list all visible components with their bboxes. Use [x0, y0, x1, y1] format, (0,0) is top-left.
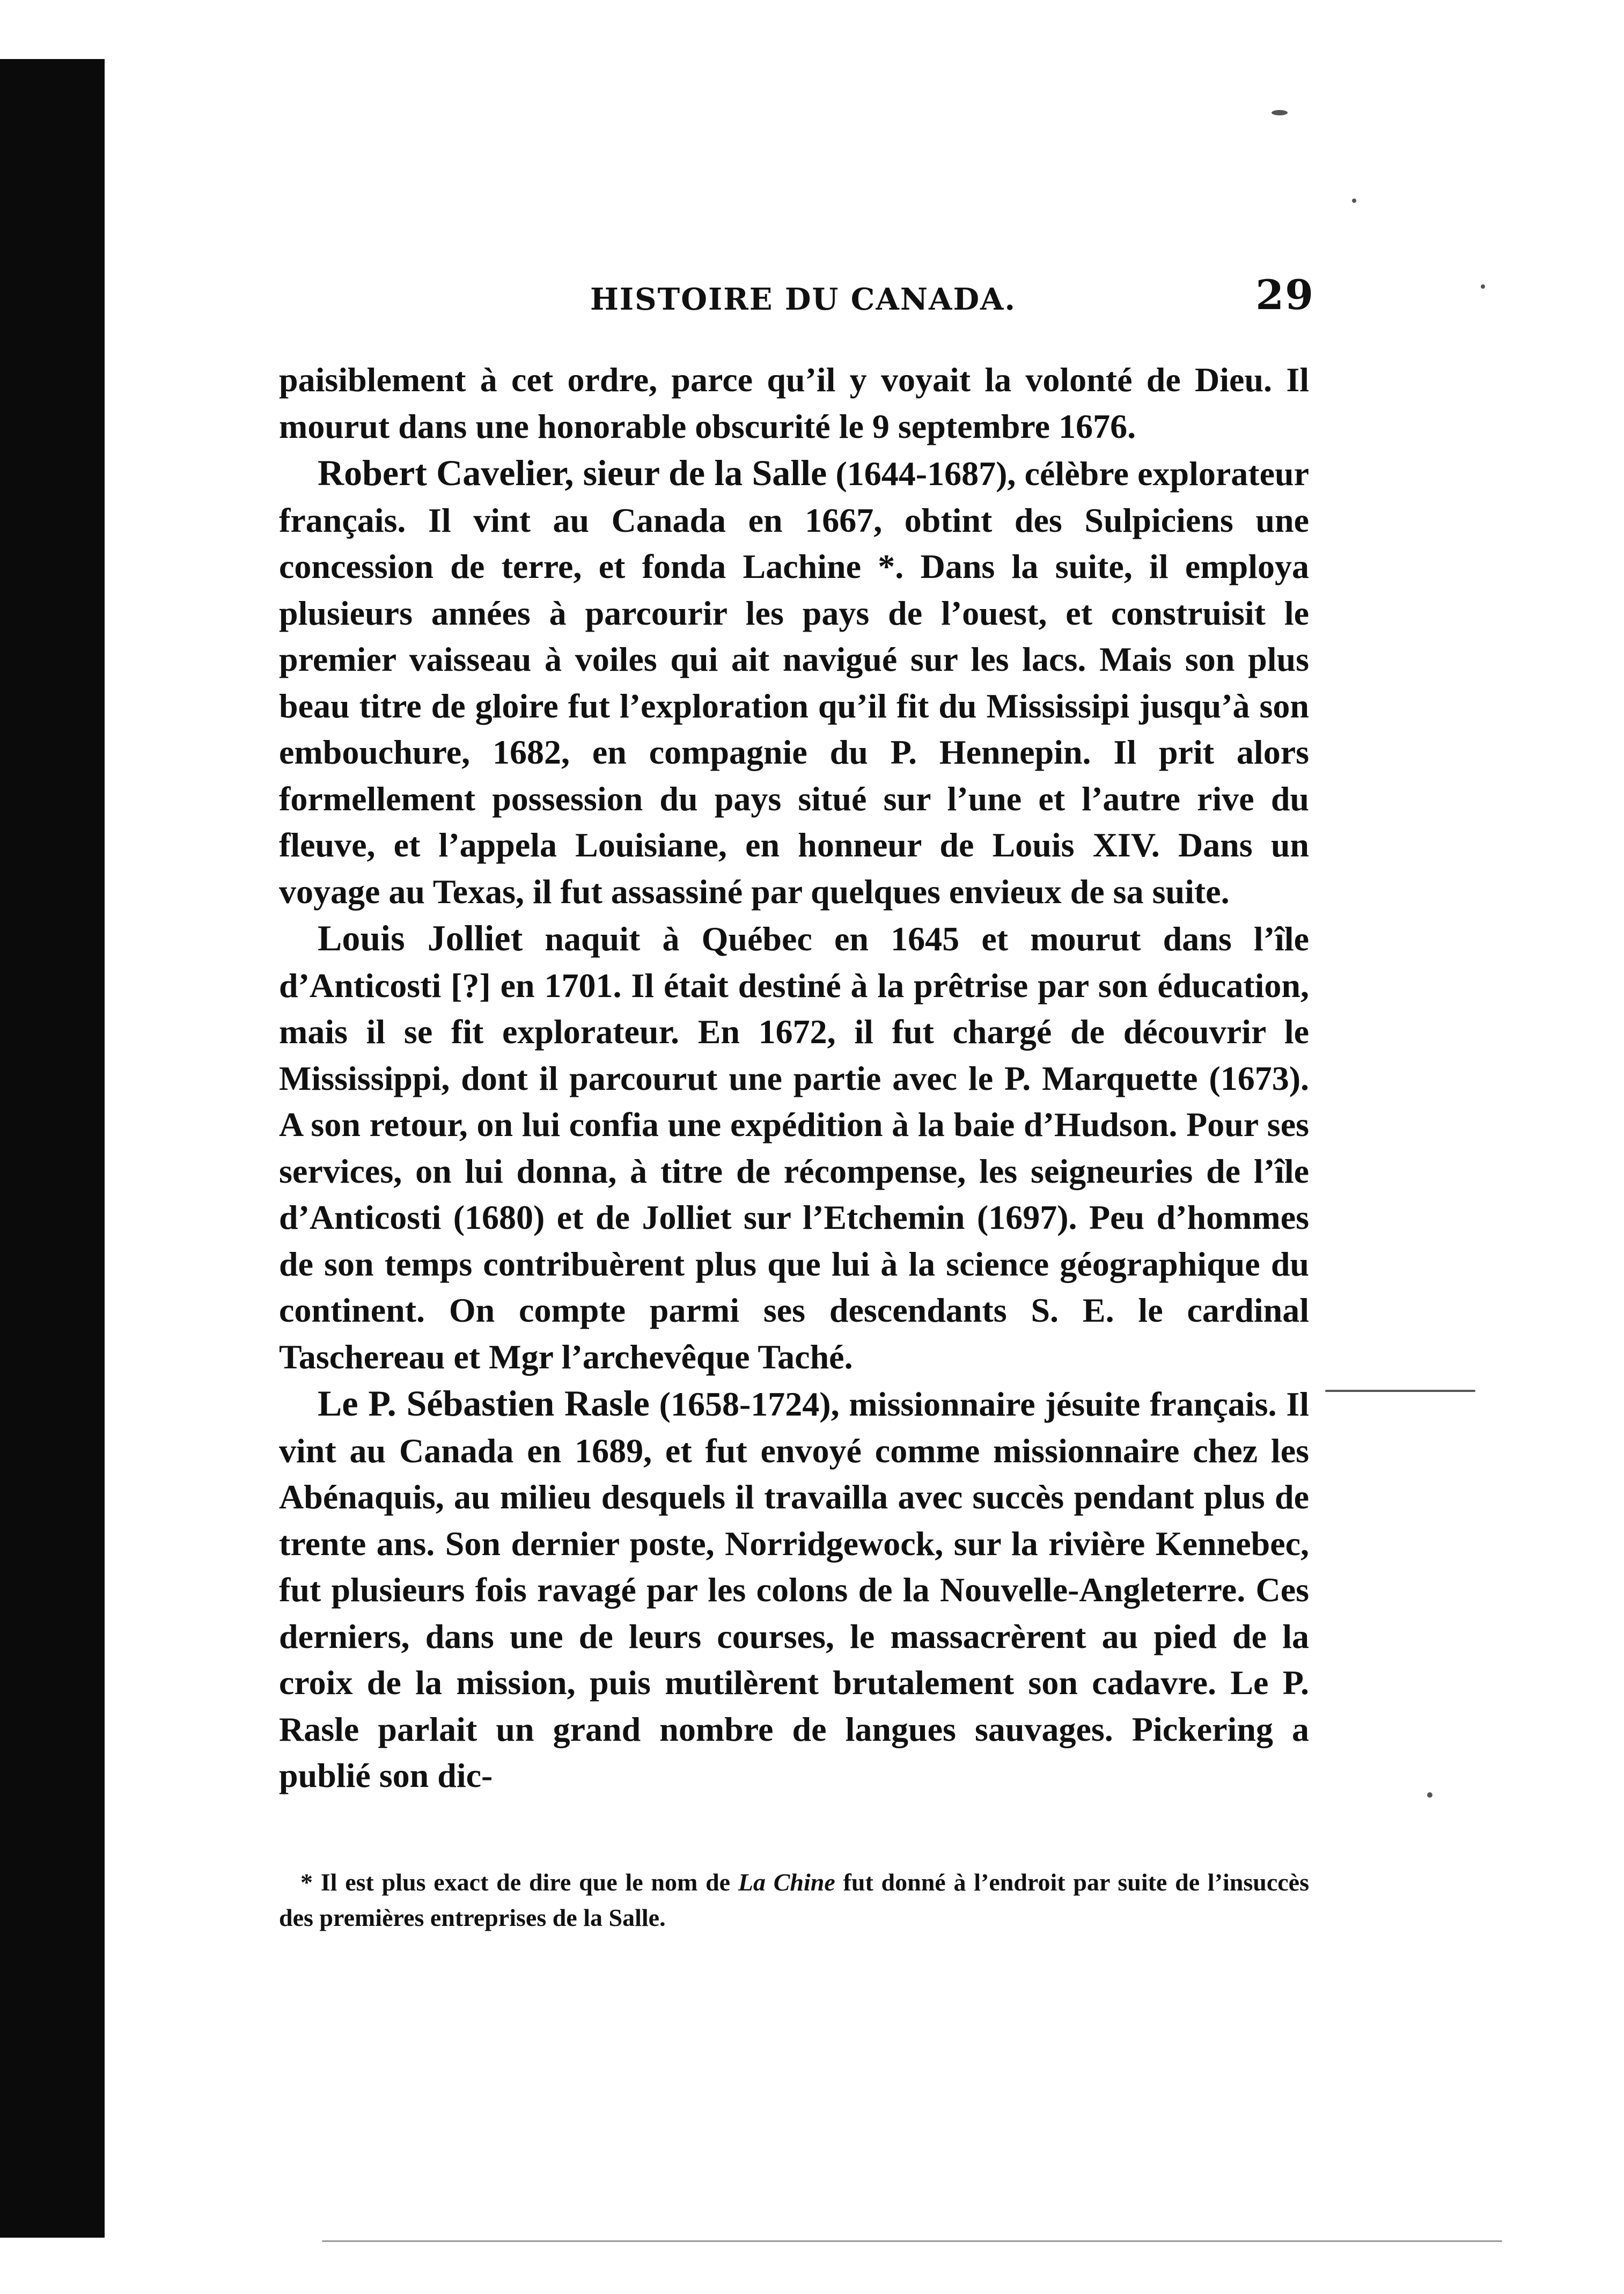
- paragraph-rasle-lead: Le P. Sébastien Rasle: [318, 1383, 650, 1424]
- scan-speck: [322, 2240, 1502, 2242]
- paragraph-la-salle: [279, 450, 1309, 915]
- paragraph-rasle: [279, 1380, 1309, 1799]
- footnote-before: * Il est plus exact de dire que le nom de: [300, 1868, 738, 1896]
- paragraph-jolliet: [279, 915, 1309, 1380]
- paragraph-jolliet-text: naquit à Québec en 1645 et mourut dans l’île d’Anticosti [?] en 1701. Il était destiné à la prêtrise par son éducation, mais il se fit explorateur. En 1672, il fut chargé de découvrir le Mississippi, dont il parcourut une partie avec le P. Marquette (1673). A son retour, on lui confia une expédition à la baie d’Hudson. Pour ses services, on lui donna, à titre de récompense, les seigneuries de l’île d’Anticosti (1680) et de Jolliet sur l’Etchemin (1697). Peu d’hommes de son temps contribuèrent plus que lui à la science géographique du continent. On compte parmi ses descendants S. E. le cardinal Taschereau et Mgr l’archevêque Taché.: [279, 920, 1309, 1376]
- scan-speck: [1427, 1792, 1432, 1798]
- paragraph-1-text: paisiblement à cet ordre, parce qu’il y voyait la volonté de Dieu. Il mourut dans une honorable obscurité le 9 septembre 1676.: [279, 361, 1309, 445]
- paragraph-rasle-text: (1658-1724), missionnaire jésuite français. Il vint au Canada en 1689, et fut envoyé comme missionnaire chez les Abénaquis, au milieu desquels il travailla avec succès pendant plus de trente ans. Son dernier poste, Norridgewock, sur la rivière Kennebec, fut plusieurs fois ravagé par les colons de la Nouvelle-Angleterre. Ces derniers, dans une de leurs courses, le massacrèrent au pied de la croix de la mission, puis mutilèrent brutalement son cadavre. Le P. Rasle parlait un grand nombre de langues sauvages. Pickering a publié son dic-: [279, 1385, 1310, 1794]
- footnote-italic: La Chine: [738, 1868, 835, 1896]
- paragraph-jolliet-lead: Louis Jolliet: [318, 918, 523, 958]
- paragraph-la-salle-lead: Robert Cavelier, sieur de la Salle: [318, 452, 827, 493]
- scan-speck: [1481, 284, 1485, 289]
- page-number: 29: [1255, 271, 1314, 319]
- page-binding-edge: [0, 59, 105, 2238]
- footnote: [279, 1865, 1309, 1936]
- footnote-after: fut donné à l’endroit par suite de l’insuccès des premières entreprises de la Salle.: [279, 1868, 1309, 1931]
- scan-speck: [1272, 110, 1288, 115]
- paragraph-la-salle-text: (1644-1687), célèbre explorateur français. Il vint au Canada en 1667, obtint des Sulpiciens une concession de terre, et fonda Lachine *. Dans la suite, il employa plusieurs années à parcourir les pays de l’ouest, et construisit le premier vaisseau à voiles qui ait navigué sur les lacs. Mais son plus beau titre de gloire fut l’exploration qu’il fit du Mississipi jusqu’à son embouchure, 1682, en compagnie du P. Hennepin. Il prit alors formellement possession du pays situé sur l’une et l’autre rive du fleuve, et l’appela Louisiane, en honneur de Louis XIV. Dans un voyage au Texas, il fut assassiné par quelques envieux de sa suite.: [279, 455, 1309, 911]
- running-header: [590, 271, 1314, 330]
- footnote-paragraph: [279, 1865, 1309, 1936]
- body-text: [279, 357, 1309, 1799]
- scan-speck: [1352, 199, 1356, 203]
- running-title: HISTOIRE DU CANADA.: [590, 282, 1016, 317]
- paragraph-1: [279, 357, 1309, 450]
- scan-speck: [1325, 1390, 1475, 1392]
